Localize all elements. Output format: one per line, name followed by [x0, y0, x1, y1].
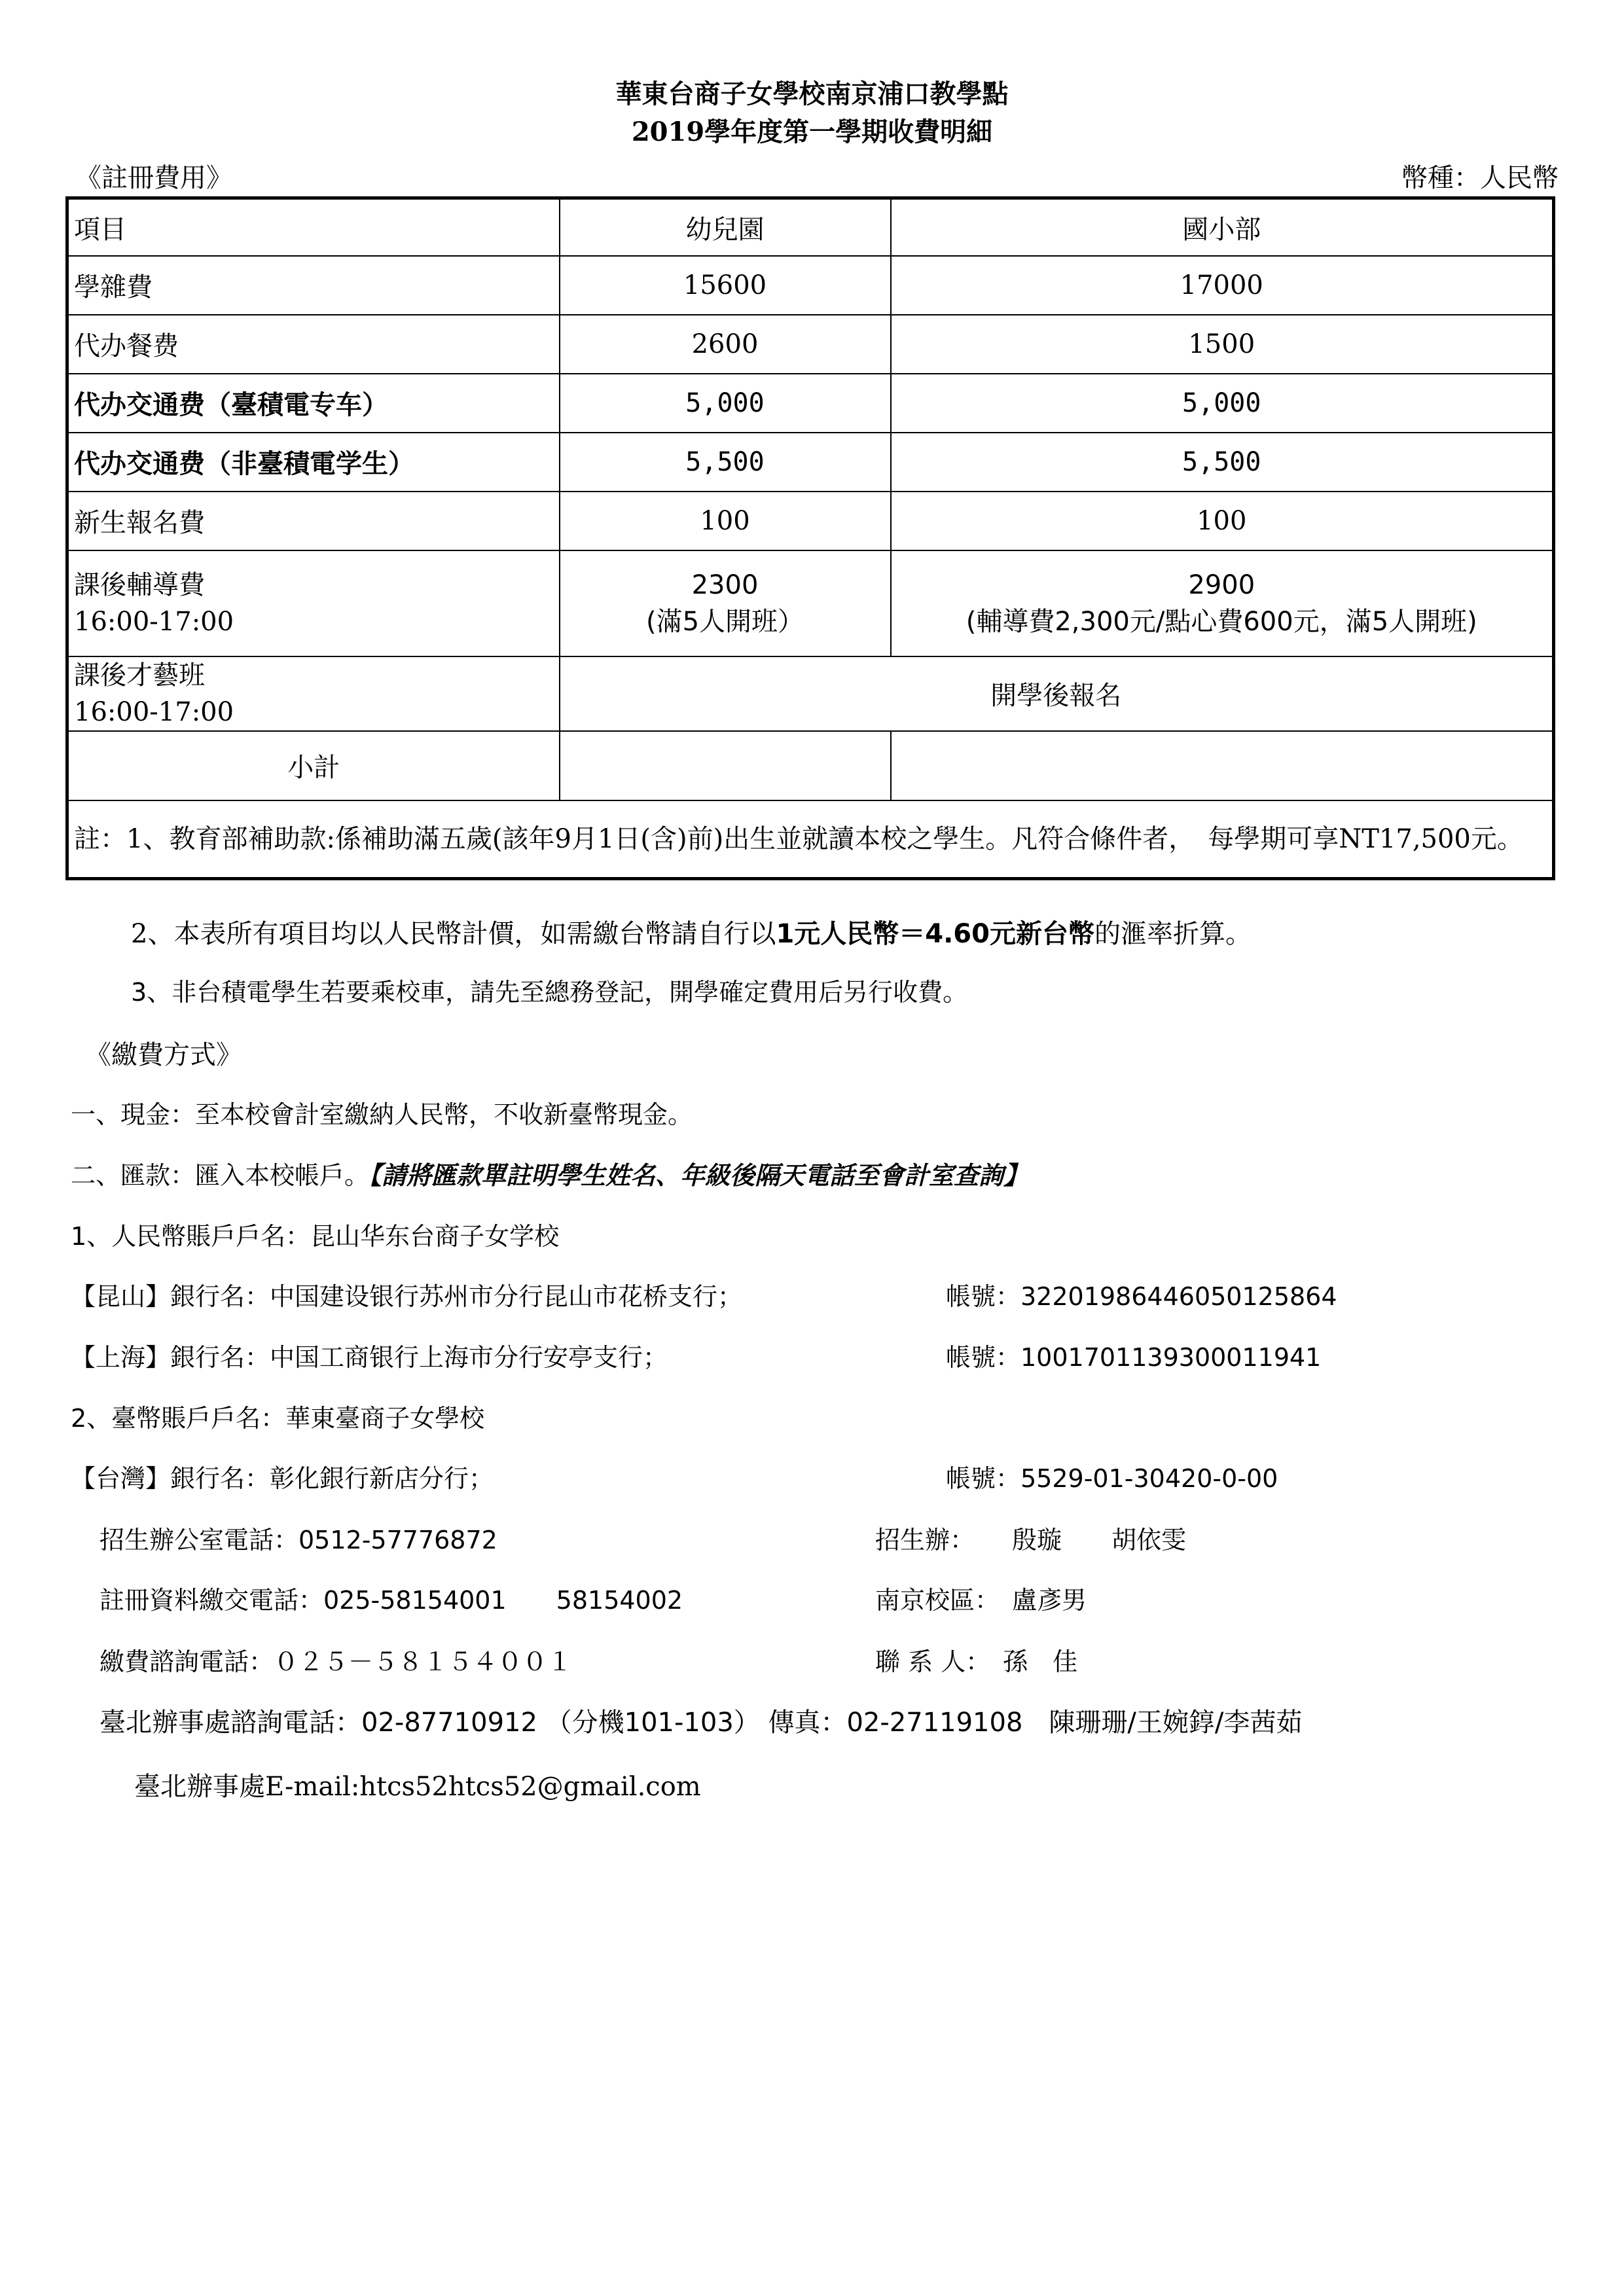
- rmb-account-name: 1、人民幣賬戶戶名：昆山华东台商子女学校: [71, 1222, 560, 1251]
- note-bus: 3、非台積電學生若要乘校車，請先至總務登記，開學確定費用后另行收費。: [131, 978, 968, 1007]
- column-header-elementary: 國小部: [891, 198, 1554, 256]
- cell-value: 100: [560, 492, 891, 550]
- subtotal-row: [67, 731, 1554, 800]
- note2-suffix: 的滙率折算。: [1094, 919, 1252, 949]
- table-row: [67, 550, 1554, 656]
- cell-value: 5,500: [560, 433, 891, 492]
- tutoring-elementary-note: (輔導費2,300元/點心費600元，滿5人開班): [965, 606, 1477, 637]
- row-label-tutoring: [67, 550, 560, 656]
- fee-table: [65, 196, 1555, 880]
- note-subsidy: 註：1、教育部補助款:係補助滿五歲(該年9月1日(含)前)出生並就讀本校之學生。凡符合條件者， 每學期可享NT17,500元。: [67, 800, 1554, 879]
- currency-label: 幣種：人民幣: [1401, 163, 1559, 193]
- note2-rate: 1元人民幣＝4.60元新台幣: [776, 919, 1094, 949]
- note-exchange-rate: [131, 913, 1252, 950]
- section-label-registration: 《註冊費用》: [75, 163, 232, 193]
- taipei-office-email: 臺北辦事處E-mail:htcs52htcs52@gmail.com: [134, 1772, 701, 1802]
- talent-value: 開學後報名: [560, 656, 1554, 731]
- table-row: [67, 374, 1554, 433]
- row-label-meal: 代办餐费: [67, 315, 560, 374]
- fee-phone: 繳費諮詢電話：０２５－５８１５４００１: [99, 1647, 573, 1676]
- kunshan-account: 帳號：32201986446050125864: [946, 1282, 1337, 1311]
- cell-value: 2600: [560, 315, 891, 374]
- tutoring-elementary-cell: [891, 550, 1554, 656]
- table-row: [67, 492, 1554, 550]
- cell-value: 100: [891, 492, 1554, 550]
- shanghai-account: 帳號：1001701139300011941: [946, 1343, 1322, 1372]
- document-title: 華東台商子女學校南京浦口教學點: [615, 79, 1009, 109]
- contact-person: 聯 系 人： 孫 佳: [875, 1647, 1078, 1676]
- tutoring-kindergarten-cell: [560, 550, 891, 656]
- row-label-talent: [67, 656, 560, 731]
- tutoring-kindergarten-note: (滿5人開班）: [645, 606, 804, 637]
- column-header-kindergarten: 幼兒園: [560, 198, 891, 256]
- cell-value: 1500: [891, 315, 1554, 374]
- taiwan-bank: 【台灣】銀行名：彰化銀行新店分行；: [71, 1464, 494, 1493]
- tutoring-label: 課後輔導費: [74, 569, 205, 600]
- contact-row-fees: [99, 1641, 1572, 1677]
- note2-prefix: 2、本表所有項目均以人民幣計價，如需繳台幣請自行以: [131, 919, 776, 949]
- note-row: [67, 800, 1554, 879]
- row-label-transport-tsmc: 代办交通费（臺積電专车）: [67, 374, 560, 433]
- row-label-registration: 新生報名費: [67, 492, 560, 550]
- admissions-phone: 招生辦公室電話：0512-57776872: [99, 1526, 497, 1554]
- subtotal-label: 小計: [67, 731, 560, 800]
- cell-value: 5,000: [560, 374, 891, 433]
- column-header-item: 項目: [67, 198, 560, 256]
- remit-emphasis: 【請將匯款單註明學生姓名、年級後隔天電話至會計室查詢】: [369, 1161, 1029, 1190]
- tutoring-elementary-fee: 2900: [1188, 569, 1255, 600]
- twd-account-name: 2、臺幣賬戶戶名：華東臺商子女學校: [71, 1404, 485, 1433]
- table-row: [67, 433, 1554, 492]
- tutoring-hours: 16:00-17:00: [74, 606, 234, 637]
- row-label-transport-non-tsmc: 代办交通费（非臺積電学生）: [67, 433, 560, 492]
- payment-cash: 一、現金：至本校會計室繳納人民幣，不收新臺幣現金。: [71, 1100, 693, 1129]
- payment-remit: [71, 1155, 1028, 1191]
- taiwan-account: 帳號：5529-01-30420-0-00: [946, 1464, 1278, 1493]
- table-row: [67, 656, 1554, 731]
- contact-row-registration: [99, 1580, 1572, 1616]
- document-subtitle: 2019學年度第一學期收費明細: [631, 117, 993, 147]
- table-header-row: [67, 198, 1554, 256]
- tutoring-kindergarten-fee: 2300: [691, 569, 759, 600]
- shanghai-bank: 【上海】銀行名：中国工商银行上海市分行安亭支行；: [71, 1343, 668, 1372]
- remit-prefix: 二、匯款：匯入本校帳戶。: [71, 1161, 370, 1190]
- cell-value: 17000: [891, 256, 1554, 315]
- subtotal-kindergarten: [560, 731, 891, 800]
- kunshan-bank-row: [71, 1276, 1576, 1312]
- taipei-office-contact: 臺北辦事處諮詢電話：02-87710912 （分機101-103） 傳真：02-27119108 陳珊珊/王婉錞/李茜茹: [99, 1708, 1303, 1738]
- cell-value: 5,000: [891, 374, 1554, 433]
- cell-value: 15600: [560, 256, 891, 315]
- taiwan-bank-row: [71, 1458, 1576, 1494]
- row-label-tuition: 學雜費: [67, 256, 560, 315]
- kunshan-bank: 【昆山】銀行名：中国建设银行苏州市分行昆山市花桥支行；: [71, 1282, 743, 1311]
- table-row: [67, 256, 1554, 315]
- admissions-staff: 招生辦： 殷璇 胡依雯: [875, 1526, 1187, 1554]
- cell-value: 5,500: [891, 433, 1554, 492]
- shanghai-bank-row: [71, 1337, 1576, 1373]
- nanjing-campus: 南京校區： 盧彥男: [875, 1586, 1087, 1615]
- talent-label: 課後才藝班: [74, 660, 205, 691]
- subtotal-elementary: [891, 731, 1554, 800]
- talent-hours: 16:00-17:00: [74, 696, 234, 727]
- contact-row-admissions: [99, 1520, 1572, 1556]
- registration-phone: 註冊資料繳交電話：025-58154001 58154002: [99, 1586, 683, 1615]
- section-label-payment: 《繳費方式》: [85, 1040, 242, 1070]
- table-row: [67, 315, 1554, 374]
